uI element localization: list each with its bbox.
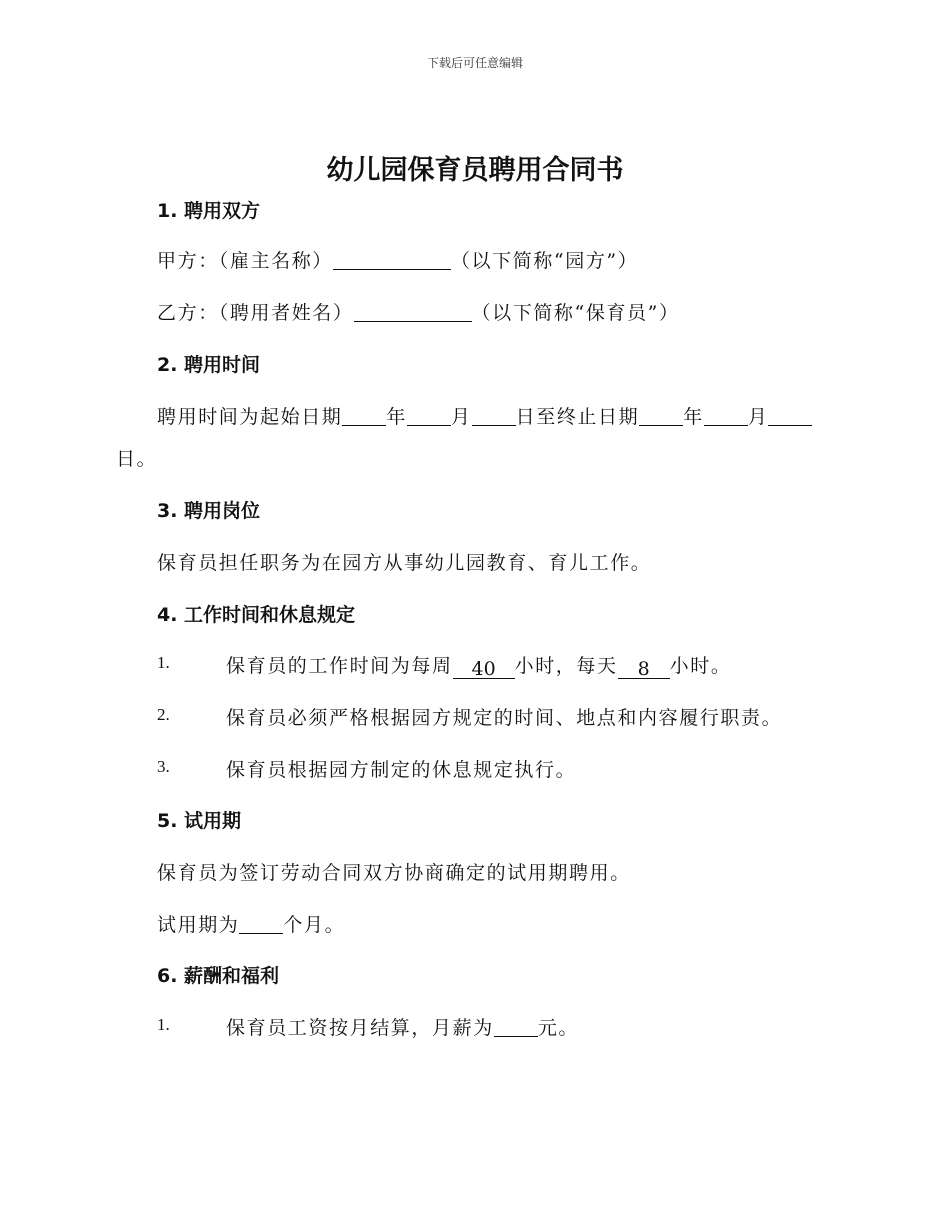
end-day-blank[interactable] <box>768 405 812 426</box>
party-a-name-blank[interactable] <box>333 249 451 270</box>
party-b-name-blank[interactable] <box>354 301 472 322</box>
period-text-4: 日至终止日期 <box>515 406 640 428</box>
probation-part-2: 个月。 <box>283 914 346 936</box>
party-b-suffix: （以下简称“保育员”） <box>471 302 680 324</box>
monthly-salary-blank[interactable] <box>494 1016 538 1037</box>
probation-text: 保育员为签订劳动合同双方协商确定的试用期聘用。 <box>157 862 631 884</box>
salary-item-1-text <box>226 1013 579 1040</box>
salary-part-1: 保育员工资按月结算，月薪为 <box>226 1017 494 1039</box>
party-a-line <box>157 246 638 273</box>
end-month-blank[interactable] <box>704 405 748 426</box>
section-5-heading: 5. 试用期 <box>157 810 242 832</box>
party-a-suffix: （以下简称“园方”） <box>450 250 639 272</box>
probation-period-line <box>157 910 345 937</box>
weekly-hours-blank[interactable]: 40 <box>453 658 515 679</box>
work-item-1-part-1: 保育员的工作时间为每周 <box>226 655 453 677</box>
party-b-prefix: 乙方：（聘用者姓名） <box>157 302 354 324</box>
work-item-2-text: 保育员必须严格根据园方规定的时间、地点和内容履行职责。 <box>226 707 783 729</box>
work-item-1-part-3: 小时。 <box>669 655 732 677</box>
section-3-heading: 3. 聘用岗位 <box>157 500 261 522</box>
salary-part-2: 元。 <box>537 1017 580 1039</box>
period-text-2: 年 <box>386 406 408 428</box>
position-text: 保育员担任职务为在园方从事幼儿园教育、育儿工作。 <box>157 552 652 574</box>
period-text-3: 月 <box>451 406 472 428</box>
section-1-heading: 1. 聘用双方 <box>157 200 261 222</box>
party-b-line <box>157 298 680 325</box>
party-a-prefix: 甲方：（雇主名称） <box>157 250 333 272</box>
document-title: 幼儿园保育员聘用合同书 <box>326 155 624 186</box>
probation-part-1: 试用期为 <box>157 914 240 936</box>
work-item-1-text <box>226 651 731 679</box>
work-item-3-text: 保育员根据园方制定的休息规定执行。 <box>226 759 577 781</box>
employment-period-wrap: 日。 <box>116 448 158 470</box>
period-text-5: 年 <box>683 406 704 428</box>
daily-hours-blank[interactable]: 8 <box>618 658 670 679</box>
header-note: 下载后可任意编辑 <box>426 56 523 70</box>
start-month-blank[interactable] <box>407 405 451 426</box>
start-year-blank[interactable] <box>342 405 386 426</box>
period-text-1: 聘用时间为起始日期 <box>157 406 343 428</box>
work-item-2-number: 2. <box>157 705 170 724</box>
work-item-1-number: 1. <box>157 653 170 672</box>
probation-months-blank[interactable] <box>239 913 283 934</box>
work-item-3-number: 3. <box>157 757 170 776</box>
work-item-1-part-2: 小时，每天 <box>514 655 618 677</box>
employment-period-line <box>157 402 812 429</box>
salary-item-1-number: 1. <box>157 1015 170 1034</box>
section-2-heading: 2. 聘用时间 <box>157 354 261 376</box>
end-year-blank[interactable] <box>639 405 683 426</box>
start-day-blank[interactable] <box>472 405 516 426</box>
section-6-heading: 6. 薪酬和福利 <box>157 965 280 987</box>
period-text-6: 月 <box>747 406 769 428</box>
section-4-heading: 4. 工作时间和休息规定 <box>157 604 356 626</box>
